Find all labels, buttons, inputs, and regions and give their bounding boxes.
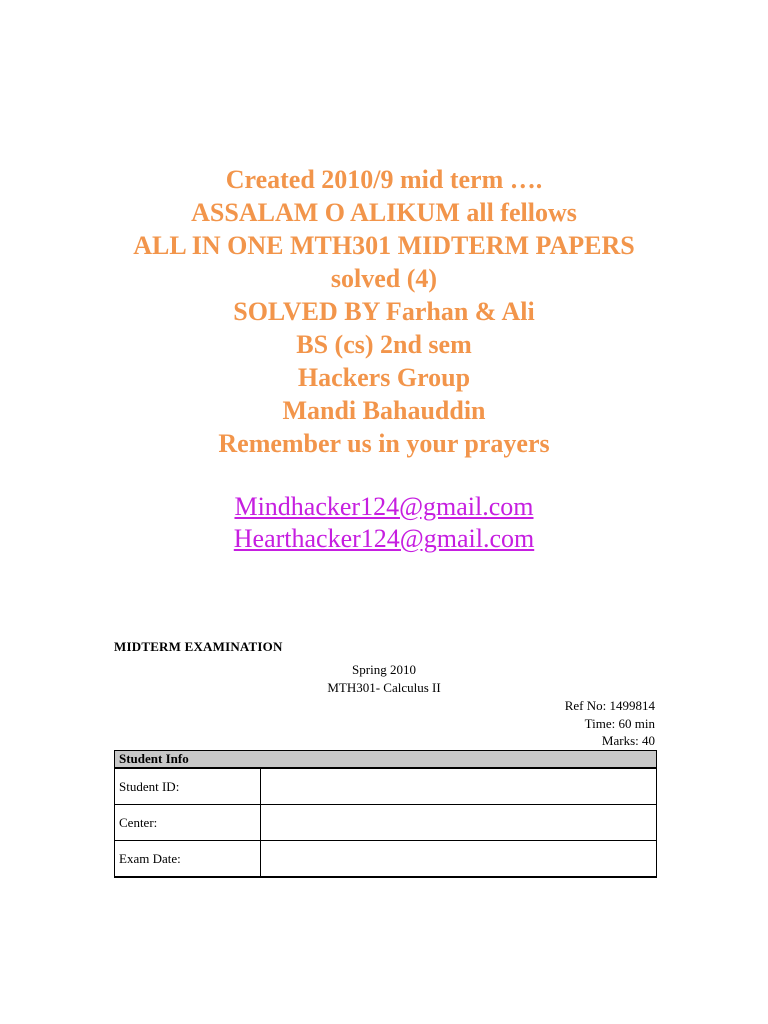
table-row — [115, 768, 657, 805]
exam-heading: MIDTERM EXAMINATION — [114, 639, 283, 654]
student-id-field[interactable] — [261, 768, 657, 805]
title-line-authors: SOLVED BY Farhan & Ali — [233, 297, 535, 326]
student-info-header: Student Info — [115, 751, 657, 769]
email-line-1 — [0, 491, 768, 523]
title-block — [0, 163, 768, 460]
title-line-group: Hackers Group — [297, 363, 471, 392]
title-line-papers: ALL IN ONE MTH301 MIDTERM PAPERS — [133, 231, 635, 260]
student-id-label: Student ID: — [115, 768, 261, 805]
exam-date-label: Exam Date: — [115, 841, 261, 878]
exam-ref-no: Ref No: 1499814 — [564, 698, 655, 713]
exam-marks: Marks: 40 — [601, 733, 655, 748]
email-line-2 — [0, 523, 768, 555]
student-info-header-row — [115, 751, 657, 769]
title-line-location: Mandi Bahauddin — [282, 396, 486, 425]
title-line-greeting: ASSALAM O ALIKUM all fellows — [191, 198, 577, 227]
email-block — [0, 491, 768, 555]
email-link-mindhacker[interactable]: Mindhacker124@gmail.com — [234, 492, 534, 521]
title-line-created: Created 2010/9 mid term …. — [225, 165, 543, 194]
table-row — [115, 841, 657, 878]
title-line-prayers: Remember us in your prayers — [218, 429, 550, 458]
exam-semester: Spring 2010 — [352, 662, 416, 677]
table-row — [115, 805, 657, 841]
title-line-solved-count: solved (4) — [330, 264, 438, 293]
center-field[interactable] — [261, 805, 657, 841]
email-link-hearthacker[interactable]: Hearthacker124@gmail.com — [233, 524, 535, 553]
title-line-program: BS (cs) 2nd sem — [296, 330, 472, 359]
exam-date-field[interactable] — [261, 841, 657, 878]
center-label: Center: — [115, 805, 261, 841]
exam-time: Time: 60 min — [584, 716, 655, 731]
student-info-table — [114, 750, 657, 878]
exam-course: MTH301- Calculus II — [327, 680, 441, 695]
